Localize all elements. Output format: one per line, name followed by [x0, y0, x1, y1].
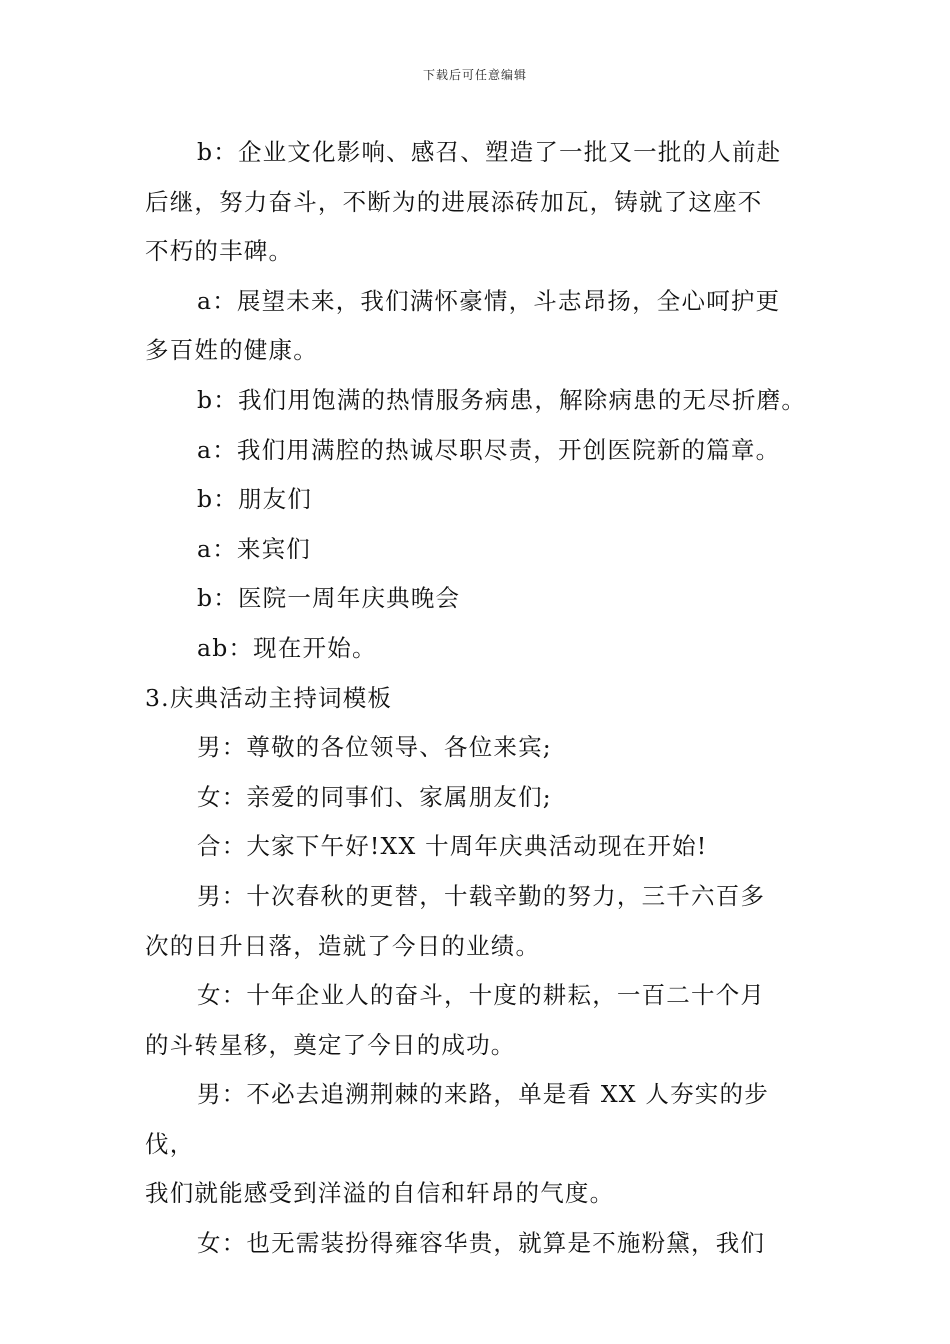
- text-line: b：朋友们: [197, 485, 313, 514]
- text-line: ab：现在开始。: [197, 633, 377, 662]
- text-line: b：企业文化影响、感召、塑造了一批又一批的人前赴: [197, 138, 782, 166]
- paragraph: [145, 822, 817, 872]
- text-line: 女：十年企业人的奋斗，十度的耕耘，一百二十个月: [197, 981, 766, 1010]
- paragraph: [145, 1070, 817, 1219]
- text-line: 合：大家下午好!XX 十周年庆典活动现在开始!: [197, 832, 708, 861]
- section-heading: [145, 674, 817, 724]
- text-line: 3.庆典活动主持词模板: [145, 683, 393, 712]
- text-line: a：来宾们: [197, 534, 312, 563]
- document-body: [145, 128, 817, 1269]
- text-line: 我们就能感受到洋溢的自信和轩昂的气度。: [145, 1179, 615, 1208]
- text-line: b：医院一周年庆典晚会: [197, 584, 461, 613]
- text-line: 男：尊敬的各位领导、各位来宾;: [197, 733, 552, 762]
- paragraph: [145, 1219, 817, 1269]
- text-line: 后继，努力奋斗，不断为的进展添砖加瓦，铸就了这座不: [145, 187, 763, 216]
- text-line: 女：亲爱的同事们、家属朋友们;: [197, 782, 552, 811]
- paragraph: [145, 475, 817, 525]
- paragraph: [145, 128, 817, 277]
- paragraph: [145, 971, 817, 1070]
- page-header-note: 下载后可任意编辑: [422, 68, 527, 82]
- paragraph: [145, 624, 817, 674]
- text-line: 男：不必去追溯荆棘的来路，单是看 XX 人夯实的步伐，: [145, 1080, 769, 1158]
- text-line: a：我们用满腔的热诚尽职尽责，开创医院新的篇章。: [197, 435, 781, 464]
- paragraph: [145, 525, 817, 575]
- text-line: a：展望未来，我们满怀豪情，斗志昂扬，全心呵护更: [197, 286, 781, 315]
- paragraph: [145, 376, 817, 426]
- text-line: 多百姓的健康。: [145, 336, 318, 365]
- text-line: 不朽的丰碑。: [145, 237, 294, 266]
- paragraph: [145, 723, 817, 773]
- text-line: 次的日升日落，造就了今日的业绩。: [145, 931, 541, 960]
- paragraph: [145, 426, 817, 476]
- paragraph: [145, 773, 817, 823]
- text-line: b：我们用饱满的热情服务病患，解除病患的无尽折磨。: [197, 385, 807, 414]
- text-line: 的斗转星移，奠定了今日的成功。: [145, 1030, 516, 1059]
- paragraph: [145, 277, 817, 376]
- paragraph: [145, 574, 817, 624]
- paragraph: [145, 872, 817, 971]
- text-line: 女：也无需装扮得雍容华贵，就算是不施粉黛，我们: [197, 1229, 766, 1258]
- text-line: 男：十次春秋的更替，十载辛勤的努力，三千六百多: [197, 881, 766, 910]
